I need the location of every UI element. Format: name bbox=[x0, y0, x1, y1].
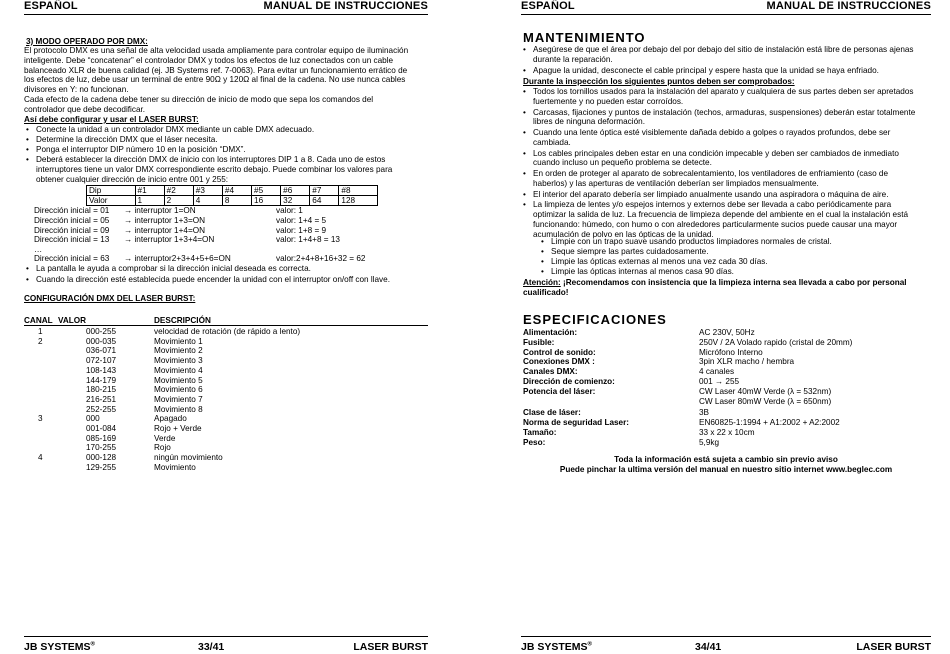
header-language: ESPAÑOL bbox=[521, 0, 575, 12]
config-descripcion: Movimiento 3 bbox=[154, 356, 203, 366]
table-cell: 32 bbox=[281, 196, 310, 206]
example-value: valor: 1+4 = 5 bbox=[276, 215, 327, 225]
table-cell: 4 bbox=[193, 196, 222, 206]
list-item-line: • El interior del aparato debería ser limpiado anualmente usando una aspiradora o máquina de aire. bbox=[533, 189, 889, 199]
config-valor: 144-179 bbox=[86, 375, 117, 385]
inspection-title: Durante la inspección los siguientes puntos deben ser comprobados: bbox=[523, 77, 795, 86]
example-switch: → interruptor 1=ON bbox=[124, 206, 196, 215]
list-item: • Conecte la unidad a un controlador DMX mediante un cable DMX adecuado. bbox=[26, 125, 314, 135]
list-item: • Limpie las ópticas internas al menos casa 90 días. bbox=[541, 267, 734, 277]
table-cell: Dip bbox=[87, 186, 136, 196]
list-item: • Limpie con un trapo suave usando productos limpiadores normales de cristal. bbox=[541, 237, 832, 247]
config-descripcion: Rojo + Verde bbox=[154, 424, 202, 433]
table-cell: #4 bbox=[222, 186, 251, 196]
list-item bbox=[26, 155, 430, 184]
table-cell: 1 bbox=[135, 196, 164, 206]
intro-line: inteligente. Debe “concatenar” el controlador DMX y todos los efectos de luz conectados con un cable bbox=[24, 55, 394, 65]
config-descripcion: Movimiento 8 bbox=[154, 404, 203, 414]
config-canal: 1 bbox=[38, 327, 43, 336]
ellipsis: … bbox=[34, 245, 43, 254]
list-item bbox=[523, 128, 931, 148]
example-value: valor: 1+8 = 9 bbox=[276, 225, 327, 235]
footer-product: LASER BURST bbox=[353, 641, 428, 653]
specifications-title: ESPECIFICACIONES bbox=[523, 312, 667, 327]
spec-label: Dirección de comienzo: bbox=[523, 377, 615, 386]
list-item bbox=[523, 87, 931, 107]
header-title: MANUAL DE INSTRUCCIONES bbox=[766, 0, 931, 12]
example-value: valor: 1 bbox=[276, 206, 303, 215]
example-value: valor: 1+4+8 = 13 bbox=[276, 235, 340, 245]
spec-value: 33 x 22 x 10cm bbox=[699, 428, 755, 437]
dip-value-table bbox=[86, 185, 378, 206]
table-cell: #1 bbox=[135, 186, 164, 196]
list-item-line: cambiada. bbox=[533, 137, 571, 147]
config-valor: 129-255 bbox=[86, 462, 117, 472]
spec-value: 3pin XLR macho / hembra bbox=[699, 357, 795, 367]
example-switch: → interruptor 1+3+4=ON bbox=[124, 235, 215, 245]
page-header bbox=[24, 0, 428, 15]
list-item-line: • En orden de proteger al aparato de sobrecalentamiento, los ventiladores de enfriamiento (caso de bbox=[533, 169, 889, 178]
config-valor: 072-107 bbox=[86, 356, 117, 366]
spec-value: CW Laser 80mW Verde (λ = 650nm) bbox=[699, 396, 832, 406]
list-item bbox=[523, 169, 931, 189]
table-cell: #7 bbox=[310, 186, 339, 196]
list-item-line: • Todos los tornillos usados para la instalación del aparato y cualquiera de sus partes deben ser apretados bbox=[533, 87, 914, 96]
example-address: Dirección inicial = 09 bbox=[34, 225, 110, 235]
config-valor: 252-255 bbox=[86, 404, 117, 414]
table-row bbox=[87, 196, 378, 206]
maintenance-title: MANTENIMIENTO bbox=[523, 30, 646, 45]
notice-change: Toda la información está sujeta a cambio sin previo aviso bbox=[614, 455, 838, 464]
spec-label: Tamaño: bbox=[523, 428, 557, 437]
spec-label: Alimentación: bbox=[523, 328, 578, 337]
example-address: Dirección inicial = 13 bbox=[34, 235, 110, 245]
spec-label: Clase de láser: bbox=[523, 408, 581, 418]
config-descripcion: Apagado bbox=[154, 414, 187, 424]
config-descripcion: Movimiento 2 bbox=[154, 346, 203, 356]
config-header-row bbox=[24, 316, 428, 326]
config-canal: 4 bbox=[38, 453, 43, 463]
attention-label: Atención: bbox=[523, 278, 561, 287]
config-canal: 3 bbox=[38, 414, 43, 424]
config-valor: 000-255 bbox=[86, 327, 117, 336]
spec-value: CW Laser 40mW Verde (λ = 532nm) bbox=[699, 386, 832, 396]
spec-value: 5,9kg bbox=[699, 437, 720, 447]
config-descripcion: Verde bbox=[154, 433, 176, 443]
intro-line: divisores en Y: no funcionan. bbox=[24, 85, 129, 95]
spec-label: Norma de seguridad Laser: bbox=[523, 418, 630, 428]
header-language: ESPAÑOL bbox=[24, 0, 78, 12]
list-item-line: • La limpieza de lentes y/o espejos internos y externos debe ser llevada a cabo periódicamente para bbox=[533, 200, 892, 210]
spec-label: Control de sonido: bbox=[523, 347, 596, 357]
intro-line: Cada efecto de la cadena debe tener su dirección de inicio de modo que sepa los comandos del bbox=[24, 95, 374, 104]
footer-brand: JB SYSTEMS® bbox=[24, 641, 95, 653]
config-valor: 000-128 bbox=[86, 453, 117, 463]
spec-value: EN60825-1:1994 + A1:2002 + A2:2002 bbox=[699, 418, 840, 428]
spec-value: 4 canales bbox=[699, 367, 735, 377]
config-valor: 000-035 bbox=[86, 336, 117, 346]
list-item-line: cuando incluso un pequeño problema se detecte. bbox=[533, 158, 712, 168]
list-item bbox=[523, 149, 931, 169]
config-valor: 000 bbox=[86, 414, 100, 424]
list-item bbox=[523, 200, 931, 239]
attention-line: cualificado! bbox=[523, 288, 569, 297]
setup-title: Así debe configurar y usar el LASER BURST: bbox=[24, 115, 199, 124]
list-item bbox=[523, 66, 931, 76]
footer-product: LASER BURST bbox=[856, 641, 931, 653]
config-descripcion: Movimiento 1 bbox=[154, 336, 203, 346]
list-item-line: durante la reparación. bbox=[533, 54, 613, 64]
page-footer bbox=[521, 636, 931, 653]
header-title: MANUAL DE INSTRUCCIONES bbox=[263, 0, 428, 12]
config-canal: 2 bbox=[38, 336, 43, 346]
page-footer bbox=[24, 636, 428, 653]
spec-value: 001 → 255 bbox=[699, 377, 740, 386]
table-cell: #5 bbox=[252, 186, 281, 196]
list-item-line: haberlos) y las aperturas de ventilación deberían ser limpiados mensualmente. bbox=[533, 178, 819, 188]
list-item-line: • Deberá establecer la dirección DMX de inicio con los interruptores DIP 1 a 8. Cada uno de estos bbox=[36, 155, 386, 164]
page-header bbox=[521, 0, 931, 15]
config-valor: 001-084 bbox=[86, 424, 117, 433]
list-item bbox=[523, 190, 931, 200]
spec-label: Canales DMX: bbox=[523, 367, 578, 377]
example-address: Dirección inicial = 63 bbox=[34, 254, 110, 263]
list-item: • Limpie las ópticas externas al menos una vez cada 30 días. bbox=[541, 257, 768, 267]
config-valor: 036-071 bbox=[86, 346, 117, 356]
intro-line: controlador que debe decodificar. bbox=[24, 104, 146, 114]
table-cell: 2 bbox=[164, 196, 193, 206]
table-cell: 128 bbox=[339, 196, 378, 206]
config-valor: 108-143 bbox=[86, 365, 117, 375]
list-item-line: optimizar la salida de luz. La frecuencia de limpieza depende del ambiente en el cual la instalación está bbox=[533, 209, 909, 219]
list-item-line: • Apague la unidad, desconecte el cable principal y espere hasta que la unidad se haya enfriado. bbox=[533, 66, 879, 75]
left-page bbox=[24, 0, 428, 654]
table-cell: 16 bbox=[252, 196, 281, 206]
col-valor: VALOR bbox=[58, 316, 87, 325]
config-descripcion: Movimiento 7 bbox=[154, 394, 203, 404]
list-item-line: fuertemente y no pueden estar corroídos. bbox=[533, 96, 684, 106]
page-number: 33/41 bbox=[198, 641, 225, 653]
intro-line: los efectos de luz, debe usar un terminal de entre 90Ω y 120Ω al final de la cadena. No use nunca cables bbox=[24, 75, 406, 85]
spec-label: Potencia del láser: bbox=[523, 386, 596, 396]
list-item-line: funcionando: húmedo, con humo o con alrededores particularmente sucios puede causar una mayor bbox=[533, 219, 898, 229]
table-cell: 8 bbox=[222, 196, 251, 206]
list-item: • La pantalla le ayuda a comprobar si la dirección inicial deseada es correcta. bbox=[26, 264, 311, 274]
table-cell: #6 bbox=[281, 186, 310, 196]
list-item-line: • Cuando una lente óptica esté visiblemente dañada debido a golpes o rayados profundos, debe ser bbox=[533, 128, 891, 137]
config-valor: 180-215 bbox=[86, 385, 117, 395]
list-item: • Ponga el interruptor DIP número 10 en la posición “DMX”. bbox=[26, 145, 246, 155]
spec-value: 3B bbox=[699, 408, 710, 418]
footer-brand: JB SYSTEMS® bbox=[521, 641, 592, 653]
config-valor: 170-255 bbox=[86, 443, 117, 453]
spec-label: Fusible: bbox=[523, 337, 555, 347]
config-descripcion: velocidad de rotación (de rápido a lento) bbox=[154, 327, 301, 336]
spec-value: 250V / 2A Volado rapido (cristal de 20mm) bbox=[699, 337, 853, 347]
attention-line bbox=[523, 278, 907, 288]
list-item-line: interruptores tiene un valor DMX correspondiente escrito debajo. Puede combinar los valores para bbox=[36, 164, 393, 174]
list-item: • Cuando la dirección esté establecida puede encender la unidad con el interruptor on/off con llave. bbox=[26, 275, 390, 285]
table-cell: #3 bbox=[193, 186, 222, 196]
example-value: valor:2+4+8+16+32 = 62 bbox=[276, 254, 366, 263]
attention-text: ¡Recomendamos con insistencia que la limpieza interna sea llevada a cabo por personal bbox=[560, 278, 907, 287]
table-cell: Valor bbox=[87, 196, 136, 206]
spec-label: Peso: bbox=[523, 437, 546, 447]
config-descripcion: Movimiento bbox=[154, 462, 196, 472]
list-item-line: acumulación de polvo en las ópticas de la unidad. bbox=[533, 229, 714, 239]
list-item bbox=[523, 108, 931, 128]
col-canal: CANAL bbox=[24, 316, 53, 325]
example-switch: → interruptor 1+3=ON bbox=[124, 215, 206, 225]
table-cell: #2 bbox=[164, 186, 193, 196]
example-address: Dirección inicial = 05 bbox=[34, 215, 110, 225]
list-item-line: libres de ninguna deformación. bbox=[533, 117, 645, 127]
section-title: 3) MODO OPERADO POR DMX: bbox=[26, 37, 148, 46]
spec-value: Micrófono Interno bbox=[699, 347, 763, 357]
col-descripcion: DESCRIPCIÓN bbox=[154, 316, 211, 325]
list-item bbox=[523, 45, 931, 65]
spec-value: AC 230V, 50Hz bbox=[699, 328, 755, 337]
config-valor: 085-169 bbox=[86, 433, 117, 443]
config-descripcion: Rojo bbox=[154, 443, 171, 453]
notice-website: Puede pinchar la ultima versión del manual en nuestro sitio internet www.beglec.com bbox=[559, 465, 893, 474]
list-item-line: • Carcasas, fijaciones y puntos de instalación (techos, armaduras, suspensiones) deberán estar totalmente bbox=[533, 107, 916, 117]
list-item-line: obtener cualquier dirección de inicio entre 001 y 255: bbox=[36, 174, 229, 184]
config-descripcion: Movimiento 5 bbox=[154, 375, 203, 385]
list-item-line: • Los cables principales deben estar en una condición impecable y deben ser cambiados de inmediato bbox=[533, 148, 899, 158]
list-item: • Seque siempre las partes cuidadosamente. bbox=[541, 247, 708, 257]
right-page bbox=[521, 0, 931, 654]
table-cell: #8 bbox=[339, 186, 378, 196]
list-item: • Determine la dirección DMX que el láser necesita. bbox=[26, 135, 218, 145]
page-number: 34/41 bbox=[695, 641, 722, 653]
table-row bbox=[87, 186, 378, 196]
intro-line: El protocolo DMX es una señal de alta velocidad usada ampliamente para controlar equipo de iluminación bbox=[24, 46, 409, 55]
intro-line: balanceado XLR de buena calidad (ej. JB Systems ref. 7-0063). Para evitar un funcionamiento errático de bbox=[24, 65, 408, 75]
config-valor: 216-251 bbox=[86, 394, 117, 404]
config-descripcion: Movimiento 6 bbox=[154, 385, 203, 395]
config-descripcion: Movimiento 4 bbox=[154, 365, 203, 375]
config-title: CONFIGURACIÓN DMX DEL LASER BURST: bbox=[24, 294, 196, 303]
example-switch: → interruptor2+3+4+5+6=ON bbox=[124, 254, 231, 263]
example-address: Dirección inicial = 01 bbox=[34, 206, 110, 215]
table-cell: 64 bbox=[310, 196, 339, 206]
example-switch: → interruptor 1+4=ON bbox=[124, 225, 206, 235]
config-descripcion: ningún movimiento bbox=[154, 453, 223, 463]
list-item-line: • Asegúrese de que el área por debajo del por debajo del sitio de instalación está libre de personas ajenas bbox=[533, 45, 914, 54]
spec-label: Conexiones DMX : bbox=[523, 357, 595, 367]
